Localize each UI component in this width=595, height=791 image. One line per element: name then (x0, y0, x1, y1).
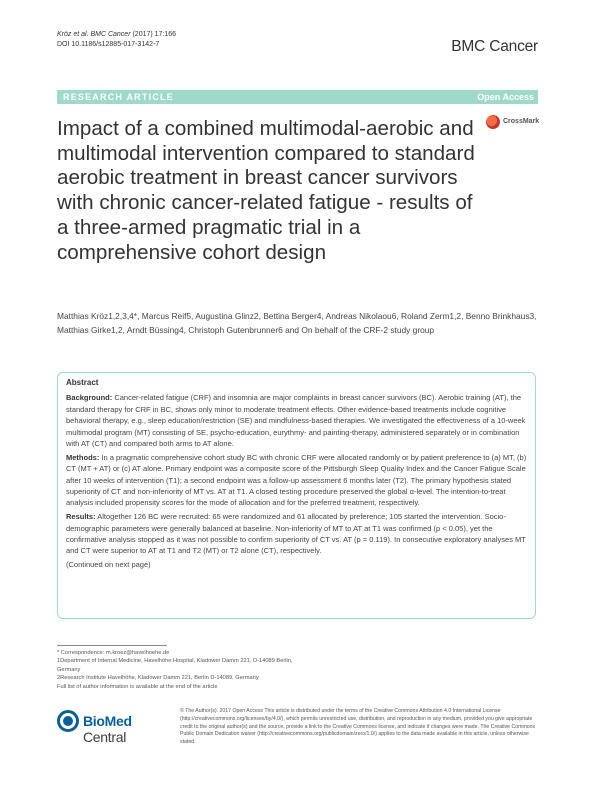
journal-name: BMC Cancer (451, 38, 538, 55)
footnotes (57, 649, 297, 691)
brand-b: Central (83, 729, 127, 745)
biomed-central-logo (57, 708, 177, 745)
crossmark-label: CrossMark (503, 118, 540, 125)
affiliation-1: 1Department of Internal Medicine, Havelhöhe Hospital, Kladower Damm 221, D-14089 Berlin, Germany (57, 658, 293, 673)
citation-rest: (2017) 17:166 (130, 31, 177, 38)
abstract-methods (66, 452, 530, 509)
citation-header (57, 30, 176, 50)
author-list: Matthias Kröz1,2,3,4*, Marcus Reif5, Augustina Glinz2, Bettina Berger4, Andreas Nikolaou6, Roland Zerm1,2, Benno Brinkhaus3, Matthias Girke1,2, Arndt Büssing4, Christoph Gutenbrunner6 and On behalf of the CRF-2 study group (57, 311, 537, 335)
biomed-dot-icon (63, 716, 73, 726)
results-text: Altogether 126 BC were recruited: 65 were randomized and 61 allocated by preference; 105 started the intervention. Socio-demographic parameters were generally balanced at baseline. Non-inferiority of MT to AT at T1 was confirmed (p < 0.05), yet the confirmative analysis stopped as it was not possible to confirm superiority of CT vs. AT (p = 0.119). In consecutive exploratory analyses MT and CT were superior to AT at T1 and T2 (MT) or T2 alone (CT), respectively. (66, 512, 526, 556)
article-type-label: RESEARCH ARTICLE (63, 91, 174, 102)
affiliation-2: 2Research Institute Havelhöhe, Kladower Damm 221, Berlin D-14089, Germany (57, 675, 259, 682)
continued-note: (Continued on next page) (66, 560, 151, 570)
citation-journal: Kröz et al. BMC Cancer (57, 31, 131, 38)
open-access-label: Open Access (477, 91, 534, 102)
results-label: Results: (66, 512, 96, 522)
crossmark-icon (486, 115, 500, 129)
abstract-heading: Abstract (66, 378, 99, 387)
background-label: Background: (66, 393, 113, 403)
methods-label: Methods: (66, 452, 100, 462)
biomed-wordmark (83, 713, 177, 745)
doi: DOI 10.1186/s12885-017-3142-7 (57, 41, 160, 48)
license-text: © The Author(s). 2017 Open Access This article is distributed under the terms of the Creative Commons Attribution 4.0 International License (http://creativecommons.org/licenses/by/4.0/), which permits unrestricted use, distribution, and reproduction in any medium, provided you give appropriate credit to the original author(s) and the source, provide a link to the Creative Commons license, and indicate if changes were made. The Creative Commons Public Domain Dedication waiver (http://creativecommons.org/publicdomain/zero/1.0/) applies to the data made available in this article, unless otherwise stated. (180, 708, 536, 746)
abstract (66, 377, 530, 573)
abstract-background (66, 392, 530, 449)
methods-text: In a pragmatic comprehensive cohort study BC with chronic CRF were allocated randomly or by patient preference to (a) MT, (b) CT (MT + AT) or (c) AT alone. Primary endpoint was a composite score of the Pittsburgh Sleep Quality Index and the Cancer Fatigue Scale after 10 weeks of intervention (T1); a second endpoint was a follow-up assessment 6 months later (T2). The primary hypothesis stated superiority of CT and non-inferiority of MT vs. AT at T1. A closed testing procedure preserved the global α-level. The intention-to-treat analysis included propensity scores for the mode of allocation and for the preferred treatment, respectively. (66, 452, 527, 508)
full-author-info-note: Full list of author information is available at the end of the article (57, 683, 218, 690)
article-title: Impact of a combined multimodal-aerobic and multimodal intervention compared to standard aerobic treatment in breast cancer survivors with chronic cancer-related fatigue - results of a three-armed pragmatic trial in a comprehensive cohort design (57, 117, 475, 264)
crossmark-badge[interactable] (486, 113, 538, 135)
correspondence: * Correspondence: m.kroez@havelhoehe.de (57, 650, 170, 656)
background-text: Cancer-related fatigue (CRF) and insomnia are major complaints in breast cancer survivors (BC). Aerobic training (AT), the standard therapy for CRF in BC, shows only minor to moderate treatment effects. Other evidence-based treatments include cognitive behavioral therapy, e.g., sleep education/restriction (SE) and mindfulness-based therapies. We investigated the effectiveness of a 10-week multimodal program (MT) consisting of SE, psycho-education, eurythmy- and painting-therapy, administered separately or in combination with AT (CT) and compared both arms to AT alone. (66, 393, 526, 449)
article-type-banner (57, 90, 538, 104)
footnote-divider (57, 645, 167, 646)
abstract-results (66, 511, 530, 557)
brand-a: BioMed (83, 713, 132, 729)
